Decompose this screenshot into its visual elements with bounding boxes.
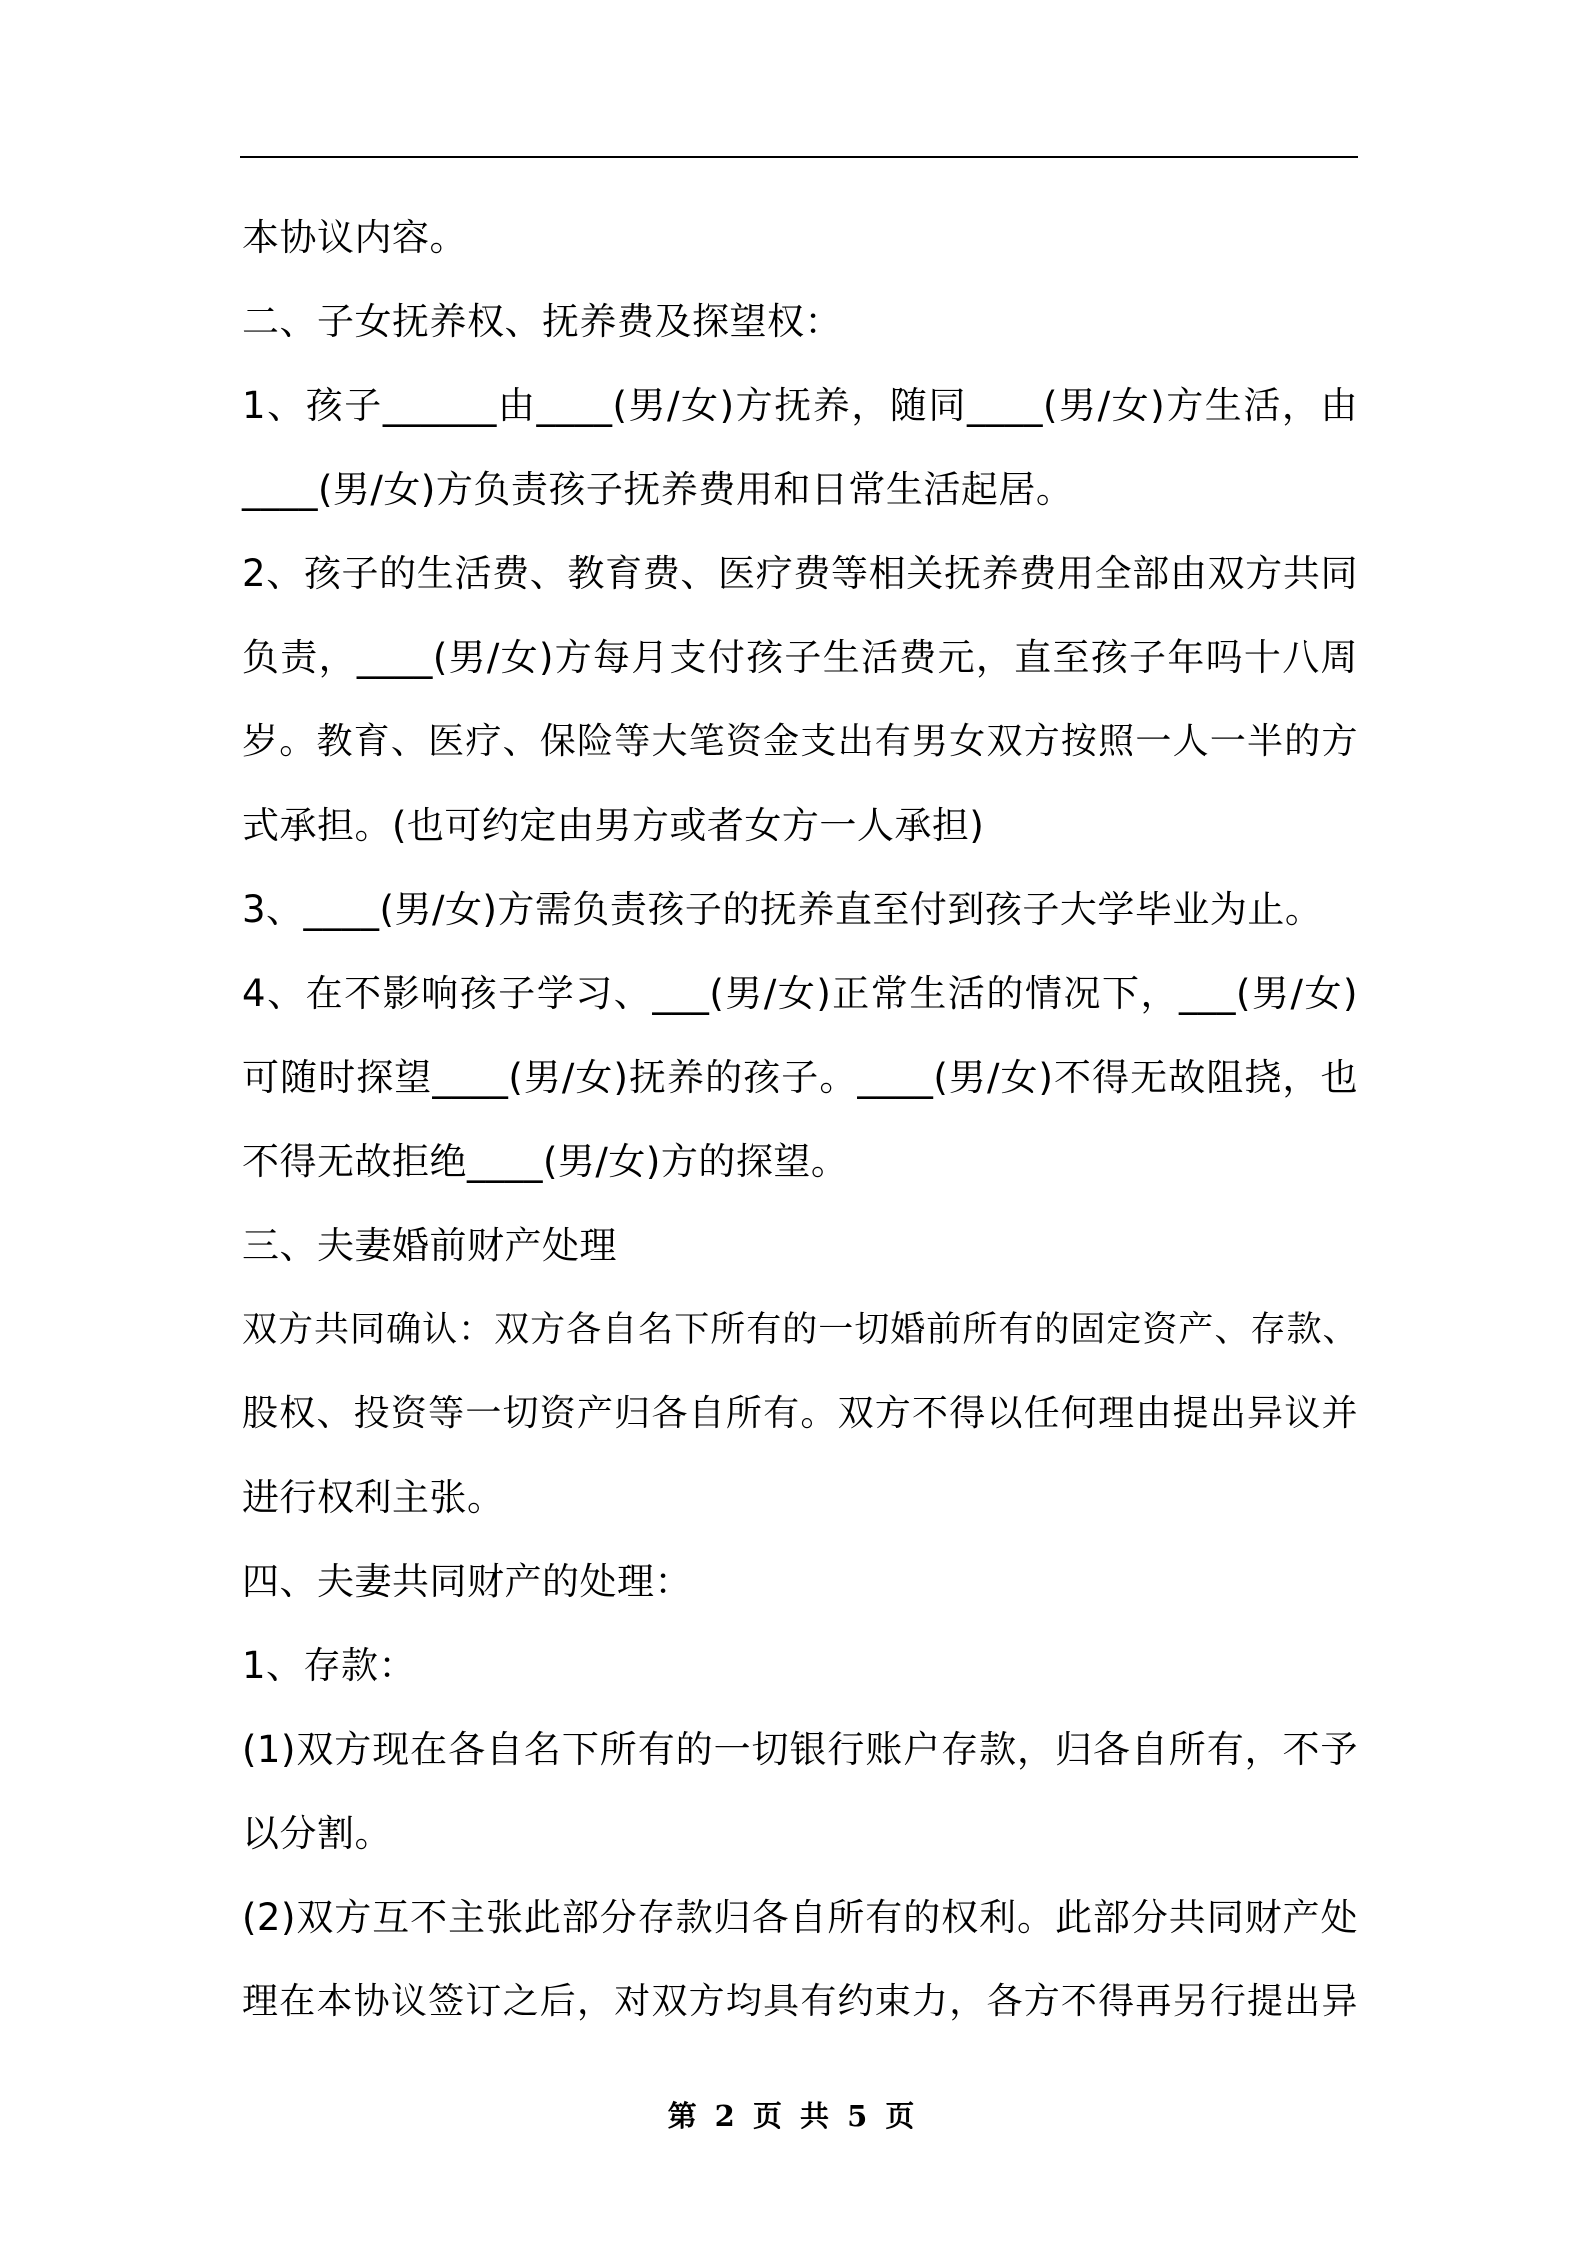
text-line: 负责，____(男/女)方每月支付孩子生活费元，直至孩子年吗十八周: [242, 636, 1358, 679]
text-line: 可随时探望____(男/女)抚养的孩子。____(男/女)不得无故阻挠，也: [242, 1056, 1358, 1099]
text-line: 1、存款：: [242, 1644, 417, 1687]
text-line: ____(男/女)方负责孩子抚养费用和日常生活起居。: [242, 468, 1074, 511]
text-line: (1)双方现在各自名下所有的一切银行账户存款，归各自所有，不予: [242, 1728, 1358, 1771]
text-line: 岁。教育、医疗、保险等大笔资金支出有男女双方按照一人一半的方: [242, 721, 1358, 762]
section-heading: 三、夫妻婚前财产处理: [242, 1224, 617, 1267]
text-line: (2)双方互不主张此部分存款归各自所有的权利。此部分共同财产处: [242, 1896, 1358, 1939]
text-line: 1、孩子______由____(男/女)方抚养，随同____(男/女)方生活，由: [242, 384, 1358, 427]
page-number-footer: 第 2 页 共 5 页: [667, 2099, 919, 2133]
text-line: 理在本协议签订之后，对双方均具有约束力，各方不得再另行提出异: [242, 1981, 1358, 2022]
section-heading: 四、夫妻共同财产的处理：: [242, 1560, 692, 1603]
text-line: 4、在不影响孩子学习、___(男/女)正常生活的情况下，___(男/女): [242, 972, 1358, 1015]
text-line: 股权、投资等一切资产归各自所有。双方不得以任何理由提出异议并: [242, 1393, 1358, 1434]
text-line: 2、孩子的生活费、教育费、医疗费等相关抚养费用全部由双方共同: [242, 552, 1358, 595]
text-line: 3、____(男/女)方需负责孩子的抚养直至付到孩子大学毕业为止。: [242, 888, 1323, 931]
text-line: 不得无故拒绝____(男/女)方的探望。: [242, 1140, 849, 1183]
text-line: 进行权利主张。: [242, 1476, 505, 1519]
text-line: 式承担。(也可约定由男方或者女方一人承担): [242, 804, 985, 847]
section-heading: 二、子女抚养权、抚养费及探望权：: [242, 300, 842, 343]
header-rule: [240, 156, 1358, 158]
text-line: 以分割。: [242, 1812, 392, 1855]
text-line: 本协议内容。: [242, 216, 467, 259]
document-body: [242, 196, 1358, 2044]
text-line: 双方共同确认：双方各自名下所有的一切婚前所有的固定资产、存款、: [242, 1310, 1358, 1350]
